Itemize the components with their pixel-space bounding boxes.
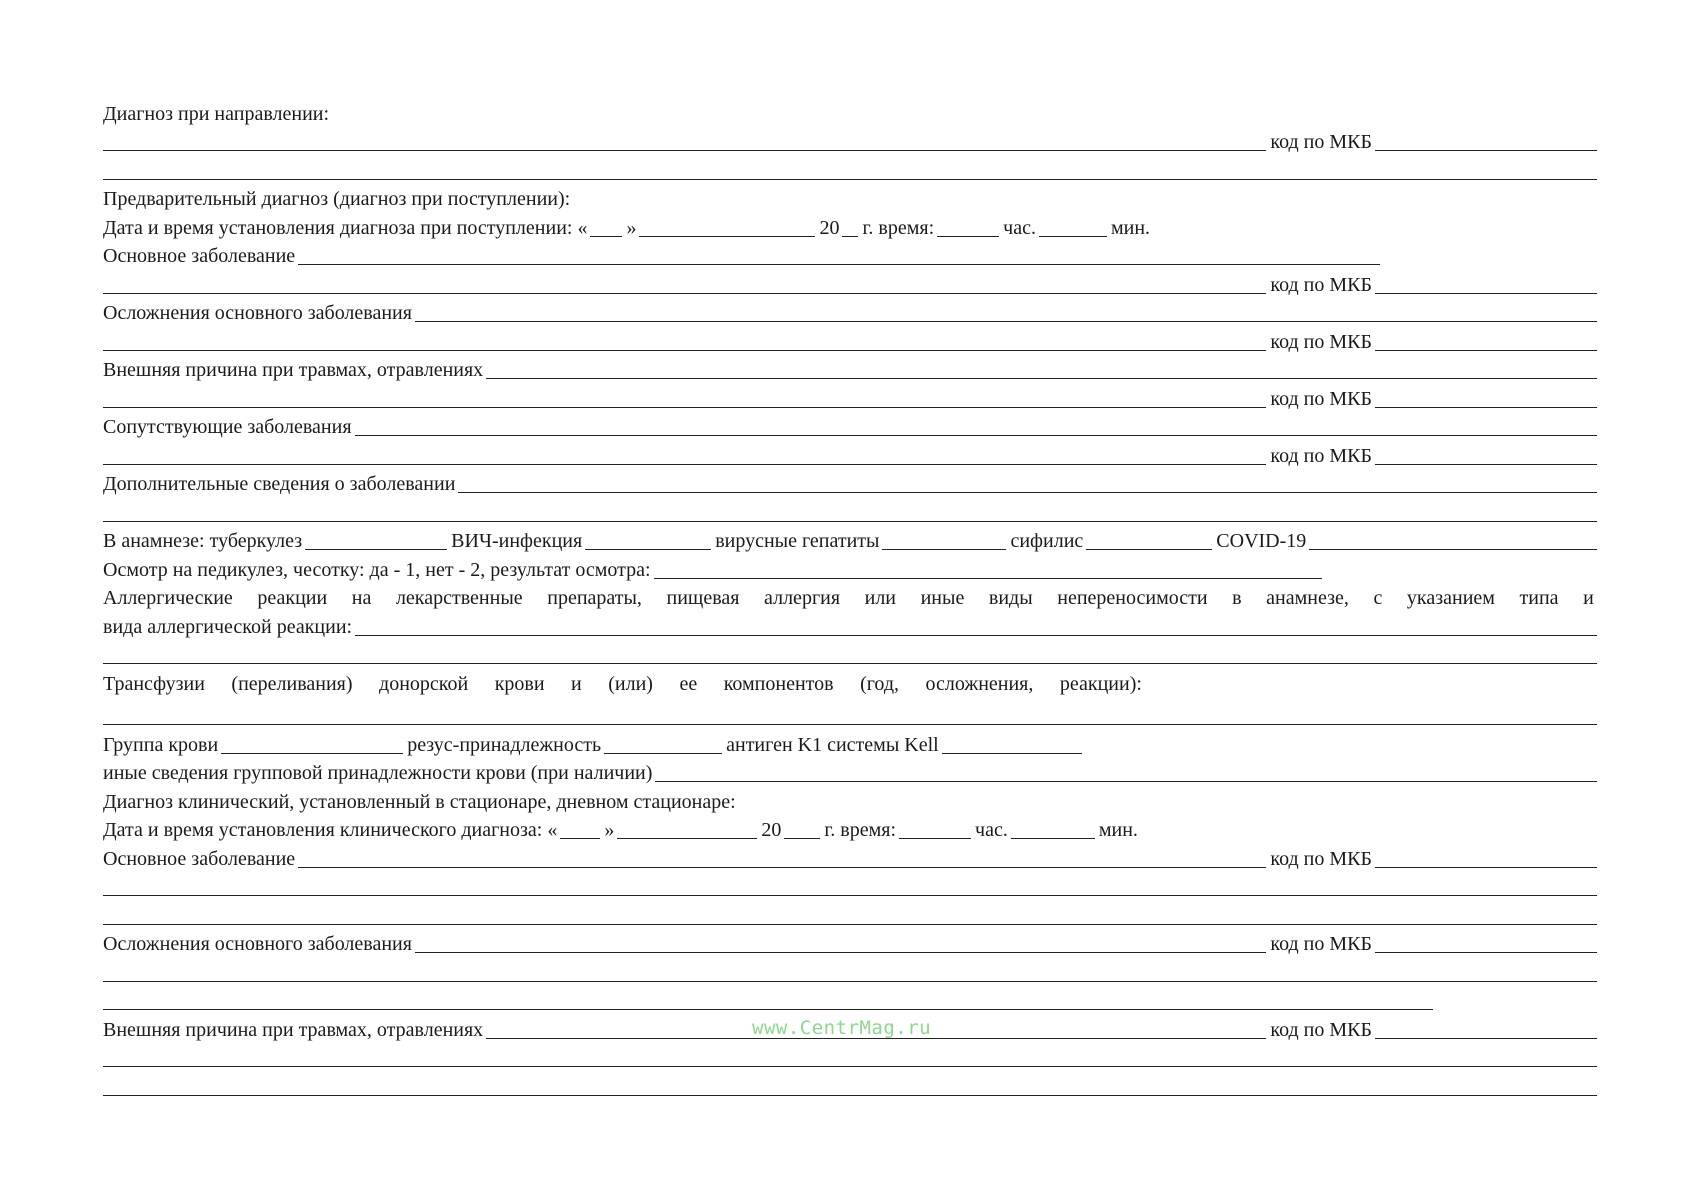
hepatitis-label: вирусные гепатиты: [715, 530, 880, 552]
icd-code-label: код по МКБ: [1270, 1018, 1372, 1041]
icd-code-field[interactable]: [1375, 1038, 1597, 1039]
admission-year-field[interactable]: [842, 236, 858, 237]
icd-code-label: код по МКБ: [1270, 273, 1372, 296]
additional-info-extra-line: [103, 497, 1597, 526]
clinical-external-cause-extra-field[interactable]: [103, 1066, 1597, 1067]
clinical-main-disease-field[interactable]: [298, 867, 1266, 868]
clinical-quote-close: »: [604, 819, 615, 841]
clinical-main-disease-extra-line-2: [103, 900, 1597, 929]
clinical-complications-line: [103, 929, 1597, 958]
referral-diagnosis-label: Диагноз при направлении:: [103, 102, 330, 125]
allergy-label-word: Аллергические: [103, 587, 233, 609]
syphilis-label: сифилис: [1010, 530, 1084, 552]
transfusion-label-word: компонентов: [723, 672, 834, 695]
tuberculosis-field[interactable]: [305, 549, 447, 550]
covid-label: COVID-19: [1216, 530, 1307, 552]
allergy-label-word: в: [1232, 587, 1242, 609]
icd-code-label: код по МКБ: [1270, 330, 1372, 353]
anamnesis-line: [103, 526, 1597, 555]
transfusion-label-word: реакции):: [1059, 672, 1142, 695]
clinical-complications-extra-field[interactable]: [103, 1009, 1433, 1010]
referral-diagnosis-field[interactable]: [103, 150, 1266, 151]
allergy-label-word: или: [864, 587, 897, 609]
external-cause-label: Внешняя причина при травмах, отравлениях: [103, 359, 484, 381]
admission-day-field[interactable]: [590, 236, 622, 237]
transfusion-label-line: [103, 668, 1597, 697]
admission-quote-close: »: [626, 216, 637, 239]
icd-code-label: код по МКБ: [1270, 387, 1372, 410]
diagnosis-form: [103, 98, 1597, 1100]
clinical-complications-field[interactable]: [415, 952, 1266, 953]
allergy-extra-field[interactable]: [103, 663, 1597, 664]
rhesus-field[interactable]: [604, 753, 722, 754]
admission-datetime-label: Дата и время установления диагноза при поступлении: «: [103, 216, 588, 239]
other-blood-field[interactable]: [655, 781, 1597, 782]
referral-diagnosis-extra-field[interactable]: [103, 179, 1597, 180]
clinical-diagnosis-label: Диагноз клинический, установленный в стационаре, дневном стационаре:: [103, 790, 736, 813]
clinical-external-cause-extra-line-2: [103, 1071, 1597, 1100]
preliminary-diagnosis-label-line: [103, 184, 1597, 213]
preliminary-complications-line: [103, 298, 1597, 327]
clinical-complications-extra-line-2: [103, 986, 1597, 1015]
admission-month-field[interactable]: [639, 236, 815, 237]
admission-year-suffix: г. время:: [862, 216, 935, 239]
allergy-label-word: виды: [988, 587, 1033, 609]
hepatitis-field[interactable]: [882, 549, 1006, 550]
icd-code-field[interactable]: [1375, 407, 1597, 408]
additional-info-line: [103, 469, 1597, 498]
admission-minutes-field[interactable]: [1039, 236, 1107, 237]
clinical-external-cause-label: Внешняя причина при травмах, отравлениях: [103, 1018, 484, 1041]
blood-group-label: Группа крови: [103, 733, 219, 756]
preliminary-external-cause-code-line: [103, 383, 1597, 412]
clinical-main-disease-extra-line-1: [103, 872, 1597, 901]
allergy-label-word: препараты,: [547, 587, 642, 609]
allergy-label-word: на: [351, 587, 372, 609]
icd-code-field[interactable]: [1375, 293, 1597, 294]
clinical-main-disease-extra-field[interactable]: [103, 924, 1597, 925]
allergy-label-word: анамнезе,: [1266, 587, 1349, 609]
transfusion-label: [103, 674, 1145, 697]
hiv-label: ВИЧ-инфекция: [451, 530, 583, 552]
comorbid-code-line: [103, 440, 1597, 469]
icd-code-label: код по МКБ: [1270, 933, 1372, 955]
clinical-external-cause-extra-field[interactable]: [103, 1095, 1597, 1096]
allergy-label-word: непереносимости: [1057, 587, 1208, 609]
allergy-label-word: с: [1373, 587, 1383, 609]
clinical-complications-label: Осложнения основного заболевания: [103, 933, 412, 955]
main-disease-label: Основное заболевание: [103, 245, 296, 267]
allergy-field[interactable]: [355, 635, 1597, 636]
preliminary-complications-code-line: [103, 326, 1597, 355]
preliminary-external-cause-line: [103, 355, 1597, 384]
watermark-text: www.CentrMag.ru: [752, 1017, 932, 1039]
transfusion-label-word: Трансфузии: [103, 672, 205, 695]
blood-group-field[interactable]: [221, 753, 403, 754]
transfusion-label-word: (год,: [860, 672, 900, 695]
preliminary-main-disease-code-line: [103, 269, 1597, 298]
admission-year-prefix: 20: [819, 216, 840, 239]
complications-label: Осложнения основного заболевания: [103, 302, 412, 324]
transfusion-label-word: и: [571, 672, 582, 695]
allergy-label-word: аллергия: [764, 587, 841, 609]
allergy-label-word: пищевая: [666, 587, 740, 609]
clinical-hours-field[interactable]: [899, 838, 971, 839]
clinical-external-cause-extra-line-1: [103, 1043, 1597, 1072]
clinical-datetime-label: Дата и время установления клинического диагноза: «: [103, 819, 558, 841]
additional-info-field[interactable]: [458, 492, 1597, 493]
transfusion-label-word: ее: [679, 672, 698, 695]
other-blood-line: [103, 758, 1597, 787]
clinical-main-disease-label: Основное заболевание: [103, 847, 296, 870]
clinical-month-field[interactable]: [617, 838, 757, 839]
comorbid-line: [103, 412, 1597, 441]
admission-hours-label: час.: [1003, 216, 1036, 239]
clinical-year-prefix: 20: [761, 819, 782, 841]
syphilis-field[interactable]: [1086, 549, 1212, 550]
preliminary-main-disease-line: [103, 241, 1597, 270]
preliminary-diagnosis-label: Предварительный диагноз (диагноз при поступлении):: [103, 188, 571, 210]
admission-hours-field[interactable]: [937, 236, 999, 237]
clinical-diagnosis-label-line: [103, 786, 1597, 815]
icd-code-label: код по МКБ: [1270, 847, 1372, 870]
allergy-label-word: типа: [1519, 587, 1559, 609]
additional-info-extra-field[interactable]: [103, 521, 1597, 522]
transfusion-label-word: (переливания): [231, 672, 353, 695]
blood-group-line: [103, 729, 1597, 758]
allergy-reaction-label: вида аллергической реакции:: [103, 615, 353, 638]
transfusion-label-word: крови: [494, 672, 545, 695]
allergy-extra-line: [103, 640, 1597, 669]
clinical-complications-extra-line-1: [103, 957, 1597, 986]
clinical-day-field[interactable]: [560, 838, 600, 839]
icd-code-field[interactable]: [1375, 464, 1597, 465]
icd-code-label: код по МКБ: [1270, 131, 1372, 153]
admission-datetime-line: [103, 212, 1597, 241]
pediculosis-label: Осмотр на педикулез, чесотку: да - 1, нет - 2, результат осмотра:: [103, 558, 651, 581]
clinical-hours-label: час.: [975, 819, 1008, 841]
clinical-main-disease-extra-field[interactable]: [103, 895, 1597, 896]
transfusion-label-word: осложнения,: [925, 672, 1034, 695]
allergy-label-word: указанием: [1406, 587, 1495, 609]
allergy-label-word: лекарственные: [395, 587, 523, 609]
comorbid-label: Сопутствующие заболевания: [103, 416, 352, 438]
comorbid-extra-field[interactable]: [103, 464, 1266, 465]
kell-field[interactable]: [942, 753, 1082, 754]
anamnesis-tuberculosis-label: В анамнезе: туберкулез: [103, 530, 303, 552]
clinical-minutes-label: мин.: [1098, 819, 1138, 841]
referral-diagnosis-label-line: [103, 98, 1597, 127]
covid-field[interactable]: [1309, 549, 1597, 550]
external-cause-extra-field[interactable]: [103, 407, 1266, 408]
referral-diagnosis-line: [103, 127, 1597, 156]
clinical-complications-extra-field[interactable]: [103, 981, 1597, 982]
transfusion-field[interactable]: [103, 724, 1597, 725]
main-disease-extra-field[interactable]: [103, 293, 1266, 294]
allergy-label-word: реакции: [257, 587, 328, 609]
complications-field[interactable]: [415, 321, 1597, 322]
allergy-label-word: иные: [920, 587, 965, 609]
kell-label: антиген K1 системы Kell: [726, 733, 939, 756]
clinical-minutes-field[interactable]: [1011, 838, 1095, 839]
comorbid-field[interactable]: [355, 435, 1597, 436]
clinical-year-field[interactable]: [784, 838, 820, 839]
referral-diagnosis-extra-line: [103, 155, 1597, 184]
transfusion-line: [103, 701, 1597, 730]
additional-info-label: Дополнительные сведения о заболевании: [103, 473, 456, 495]
allergy-line-1: [103, 583, 1597, 612]
allergy-line-2: [103, 611, 1597, 640]
hiv-field[interactable]: [585, 549, 711, 550]
clinical-year-suffix: г. время:: [824, 819, 897, 841]
clinical-main-disease-line: [103, 843, 1597, 872]
icd-code-label: код по МКБ: [1270, 444, 1372, 467]
transfusion-label-word: донорской: [379, 672, 469, 695]
complications-extra-field[interactable]: [103, 350, 1266, 351]
pediculosis-field[interactable]: [654, 578, 1322, 579]
icd-code-field[interactable]: [1375, 952, 1597, 953]
icd-code-field[interactable]: [1375, 867, 1597, 868]
icd-code-field[interactable]: [1375, 350, 1597, 351]
icd-code-field[interactable]: [1375, 150, 1597, 151]
allergy-label-word: и: [1583, 587, 1594, 609]
external-cause-field[interactable]: [486, 378, 1597, 379]
main-disease-field[interactable]: [298, 264, 1380, 265]
transfusion-label-word: (или): [608, 672, 653, 695]
clinical-datetime-line: [103, 815, 1597, 844]
admission-minutes-label: мин.: [1110, 216, 1151, 239]
rhesus-label: резус-принадлежность: [407, 733, 602, 756]
pediculosis-line: [103, 554, 1597, 583]
other-blood-label: иные сведения групповой принадлежности крови (при наличии): [103, 762, 653, 784]
